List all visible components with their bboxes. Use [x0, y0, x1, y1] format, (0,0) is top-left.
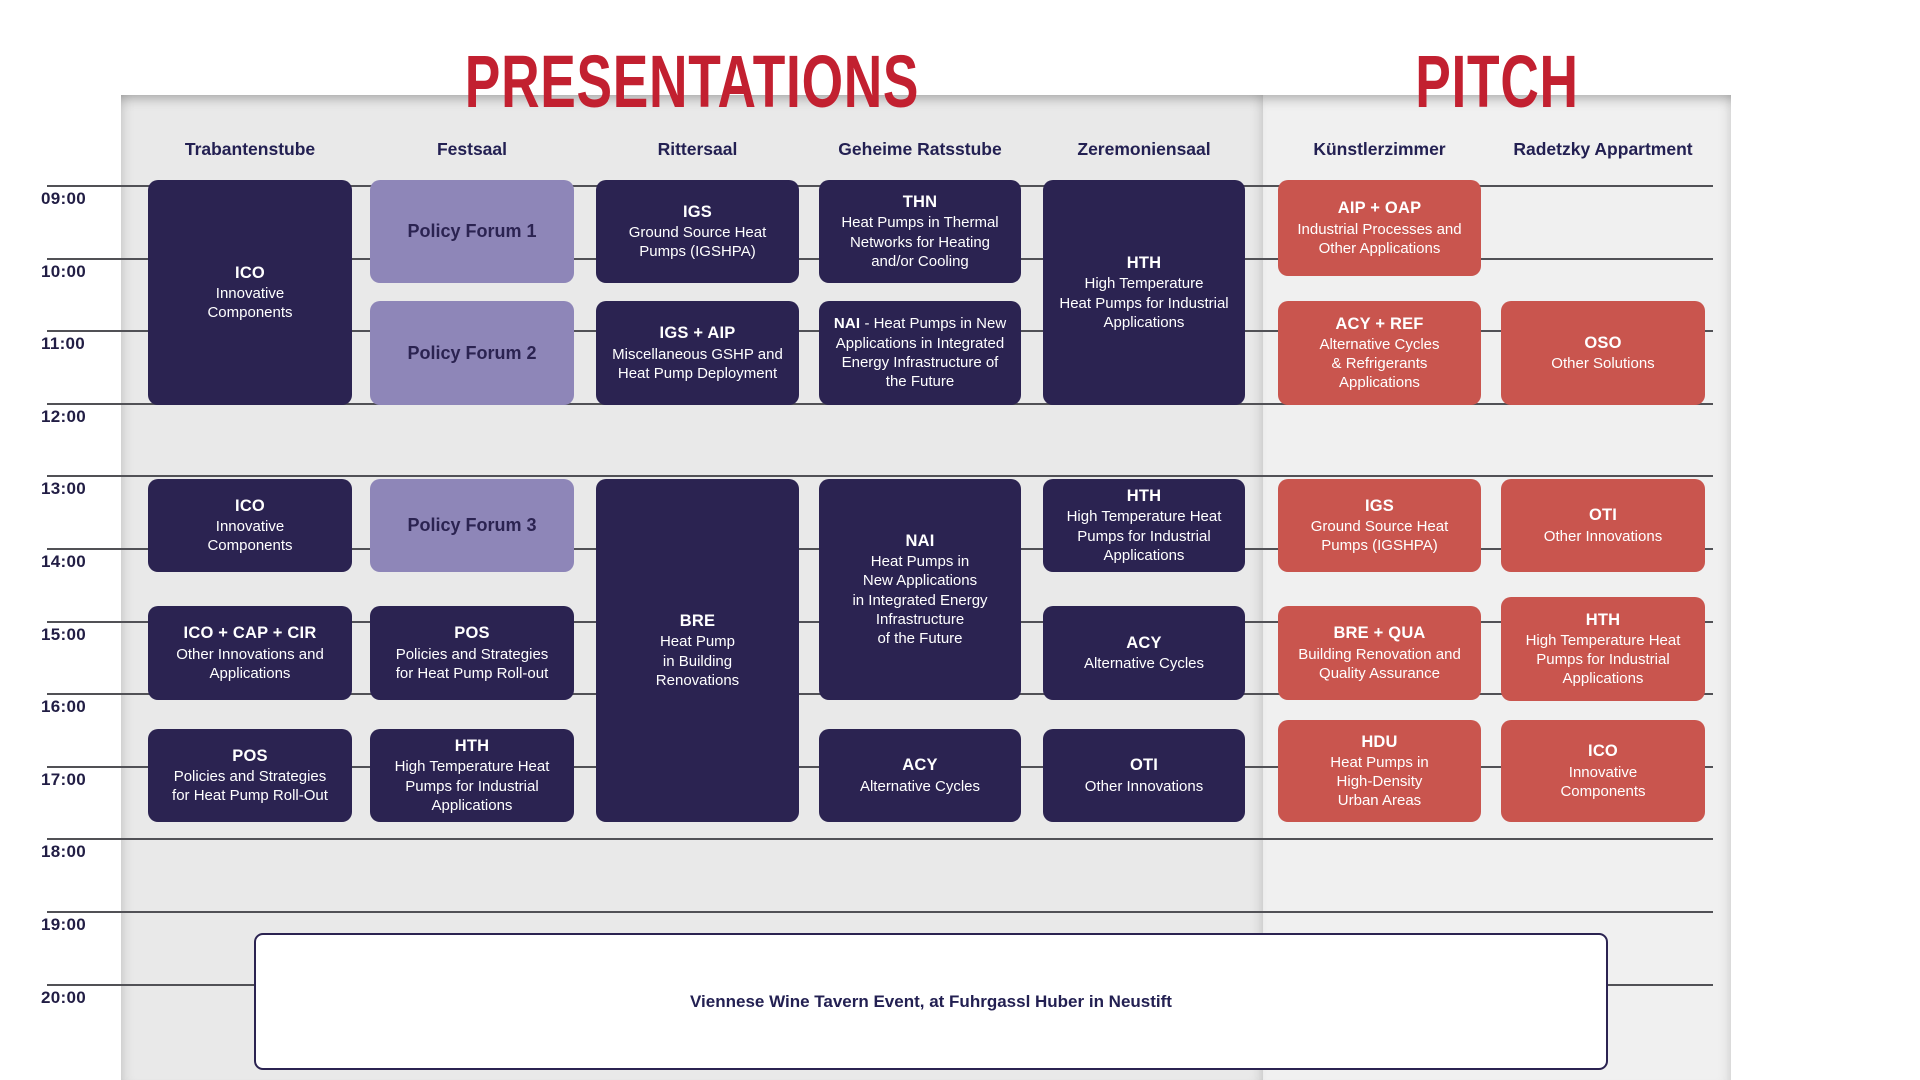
- event-desc: [1067, 507, 1222, 565]
- event-desc: [1298, 645, 1461, 683]
- event-code: NAI: [833, 315, 861, 333]
- event-desc-line: High Temperature Heat: [1066, 508, 1222, 526]
- event-desc-line: Policies and Strategies: [395, 645, 549, 663]
- column-header-festsaal: Festsaal: [436, 139, 508, 159]
- event-desc: [395, 757, 550, 815]
- event-desc-line: Applications: [431, 796, 513, 814]
- event-code: BRE: [679, 612, 716, 630]
- event-block: [148, 729, 352, 822]
- event-desc-line: Networks for Heating: [849, 233, 991, 251]
- hour-gridline: [47, 911, 1713, 913]
- event-block: [1278, 301, 1481, 405]
- event-block: [596, 180, 799, 283]
- event-desc-line: Quality Assurance: [1319, 664, 1440, 682]
- event-label: Policy Forum 1: [407, 221, 537, 241]
- time-label: 12:00: [41, 407, 86, 426]
- event-code: NAI: [905, 531, 935, 550]
- event-desc-line: Energy Infrastructure of: [841, 354, 999, 372]
- event-block: [1043, 606, 1245, 700]
- column-header-geheime_ratsstube: Geheime Ratsstube: [838, 139, 1002, 159]
- event-desc-line: Infrastructure: [875, 610, 965, 628]
- time-label: 16:00: [41, 697, 86, 716]
- time-label: 17:00: [41, 770, 86, 789]
- event-desc: [1330, 753, 1428, 811]
- event-desc-line: High Temperature Heat: [1525, 631, 1681, 649]
- event-block: [819, 301, 1021, 405]
- event-desc: [207, 517, 292, 555]
- event-desc: [1311, 517, 1449, 555]
- event-desc-line: Heat Pumps in: [1330, 753, 1429, 771]
- event-code: ICO + CAP + CIR: [183, 624, 317, 643]
- event-desc: [860, 777, 980, 796]
- event-desc-line: Innovative: [1568, 763, 1638, 781]
- event-desc-line: High Temperature: [1084, 275, 1204, 293]
- time-label: 09:00: [41, 189, 86, 208]
- event-desc-line: & Refrigerants: [1331, 355, 1428, 373]
- event-code: ICO: [235, 263, 265, 282]
- event-desc-line: the Future: [885, 373, 955, 391]
- event-block: [1278, 606, 1481, 700]
- column-header-zeremoniensaal: Zeremoniensaal: [1077, 139, 1211, 159]
- event-desc: [396, 645, 549, 683]
- event-block: [370, 180, 574, 283]
- event-desc: [1059, 274, 1228, 332]
- event-desc-line: New Applications: [862, 572, 978, 590]
- event-desc: [172, 767, 328, 805]
- event-block: [148, 606, 352, 700]
- event-code: IGS: [1364, 496, 1395, 515]
- event-desc-line: Pumps for Industrial: [1536, 651, 1670, 669]
- event-desc-line: for Heat Pump Roll-out: [395, 664, 549, 682]
- event-desc-line: Heat Pumps for Industrial: [1059, 294, 1229, 312]
- event-desc-line: Other Solutions: [1551, 355, 1655, 373]
- event-desc-line: Applications: [1103, 546, 1185, 564]
- event-desc: [834, 314, 1006, 391]
- event-desc-line: High Temperature Heat: [394, 758, 550, 776]
- event-code: HDU: [1361, 732, 1398, 751]
- event-desc-line: Other Innovations and: [176, 645, 324, 663]
- event-block: [370, 729, 574, 822]
- event-block: [1278, 720, 1481, 822]
- event-code: AIP + OAP: [1337, 199, 1422, 218]
- event-code: POS: [454, 624, 490, 643]
- time-label: 13:00: [41, 479, 86, 498]
- event-code: HTH: [1126, 487, 1162, 505]
- event-desc-line: Heat Pump Deployment: [617, 364, 778, 382]
- event-code: OTI: [1129, 756, 1159, 775]
- time-label: 14:00: [41, 552, 86, 571]
- event-block: [370, 301, 574, 405]
- event-desc: [1526, 631, 1681, 689]
- event-block: [1043, 729, 1245, 822]
- event-desc-line: Building Renovation and: [1298, 645, 1461, 663]
- event-desc-line: Heat Pumps in Thermal: [841, 214, 999, 232]
- event-desc: [629, 223, 767, 261]
- section-title-presentations: PRESENTATIONS: [464, 40, 920, 123]
- event-desc-line: Applications in Integrated: [835, 334, 1005, 352]
- event-code: BRE + QUA: [1333, 624, 1426, 643]
- event-desc: [176, 645, 324, 683]
- event-code: ACY + REF: [1335, 314, 1424, 333]
- column-header-radetzky: Radetzky Appartment: [1513, 139, 1693, 159]
- event-code: HTH: [1585, 610, 1621, 629]
- event-block: [1501, 301, 1705, 405]
- column-header-kuenstlerzimmer: Künstlerzimmer: [1313, 139, 1446, 159]
- event-desc: [1560, 763, 1645, 801]
- event-block: [819, 180, 1021, 283]
- time-label: 18:00: [41, 842, 86, 861]
- event-block: [596, 301, 799, 405]
- event-desc: [1319, 335, 1439, 393]
- event-desc-line: Pumps (IGSHPA): [639, 243, 756, 261]
- event-desc: [1297, 220, 1461, 258]
- event-desc-line: Urban Areas: [1337, 792, 1422, 810]
- event-desc-line: Innovative: [215, 518, 285, 536]
- event-desc-line: Other Applications: [1318, 239, 1441, 257]
- event-block: [819, 479, 1021, 700]
- event-desc-line: [834, 314, 1006, 334]
- event-block: [1278, 180, 1481, 276]
- event-desc-line: Pumps for Industrial: [405, 777, 539, 795]
- event-code: HTH: [454, 737, 490, 755]
- time-label: 10:00: [41, 262, 86, 281]
- event-desc-line: Pumps for Industrial: [1077, 527, 1211, 545]
- event-block: [148, 479, 352, 572]
- event-desc-line: Alternative Cycles: [1083, 655, 1205, 673]
- hour-gridline: [47, 838, 1713, 840]
- event-desc: [207, 284, 292, 322]
- event-desc: [841, 213, 998, 271]
- event-desc-line: Components: [207, 537, 293, 555]
- event-code: ICO: [1588, 742, 1618, 761]
- event-block: [1043, 479, 1245, 572]
- event-block: [596, 479, 799, 822]
- event-desc: [1544, 527, 1662, 546]
- section-title-pitch: PITCH: [1415, 40, 1579, 123]
- time-label: 19:00: [41, 915, 86, 934]
- event-label: Policy Forum 3: [407, 515, 537, 535]
- event-desc-line: Innovative: [215, 285, 285, 303]
- column-header-trabantenstube: Trabantenstube: [184, 139, 316, 159]
- footer-event-label: Viennese Wine Tavern Event, at Fuhrgassl Huber in Neustift: [690, 991, 1172, 1011]
- event-block: [819, 729, 1021, 822]
- event-code: ICO: [235, 496, 265, 515]
- event-block: [1501, 597, 1705, 701]
- event-label: Policy Forum 2: [407, 342, 537, 363]
- column-header-rittersaal: Rittersaal: [657, 139, 738, 159]
- event-desc-line: of the Future: [877, 630, 963, 647]
- event-code: THN: [902, 193, 938, 211]
- footer-event-box: [254, 933, 1608, 1070]
- event-desc-line: and/or Cooling: [871, 252, 969, 270]
- event-block: [1043, 180, 1245, 405]
- event-block: [1501, 479, 1705, 572]
- event-desc-line: Components: [1560, 782, 1646, 800]
- event-desc-line: Applications: [1562, 670, 1644, 688]
- event-desc-line: in Integrated Energy: [852, 591, 988, 609]
- event-code: HTH: [1126, 254, 1162, 272]
- event-desc: [1085, 777, 1203, 796]
- event-desc-line: Heat Pumps in: [870, 553, 970, 571]
- event-code: IGS + AIP: [659, 324, 736, 343]
- event-code: IGS: [682, 202, 713, 221]
- event-code: ACY: [1126, 633, 1162, 652]
- time-label: 11:00: [41, 334, 86, 353]
- event-block: [1278, 479, 1481, 572]
- event-desc-line: Pumps (IGSHPA): [1321, 537, 1438, 555]
- event-desc-text: - Heat Pumps in New: [864, 315, 1007, 333]
- event-desc: [852, 552, 987, 648]
- event-desc-line: Components: [207, 304, 293, 322]
- event-code: OTI: [1588, 506, 1618, 525]
- event-desc: [656, 632, 739, 690]
- event-desc-line: Other Innovations: [1543, 527, 1663, 545]
- event-desc-line: Industrial Processes and: [1297, 220, 1462, 238]
- event-desc: [612, 345, 783, 383]
- event-desc-line: Alternative Cycles: [1319, 335, 1440, 353]
- event-desc-line: Heat Pump: [659, 633, 736, 651]
- time-label: 20:00: [41, 988, 86, 1007]
- event-desc-line: Miscellaneous GSHP and: [612, 345, 783, 363]
- event-desc-line: Policies and Strategies: [173, 768, 327, 786]
- event-block: [370, 606, 574, 700]
- event-desc-line: Ground Source Heat: [1310, 518, 1449, 536]
- event-desc-line: Applications: [1103, 313, 1185, 331]
- hour-gridline: [47, 475, 1713, 477]
- event-desc-line: in Building: [662, 652, 733, 670]
- event-desc-line: for Heat Pump Roll-Out: [172, 787, 328, 805]
- time-label: 15:00: [41, 625, 86, 644]
- event-desc-line: High-Density: [1336, 773, 1423, 791]
- event-block: [148, 180, 352, 405]
- event-code: POS: [232, 746, 268, 765]
- event-desc-line: Renovations: [655, 671, 740, 689]
- event-block: [370, 479, 574, 572]
- event-desc-line: Ground Source Heat: [628, 224, 767, 242]
- event-desc-line: Applications: [1339, 374, 1420, 392]
- event-desc: [1551, 354, 1654, 373]
- event-desc-line: Other Innovations: [1084, 777, 1204, 795]
- event-code: OSO: [1584, 333, 1622, 352]
- event-desc-line: Alternative Cycles: [859, 777, 981, 795]
- event-desc: [1084, 654, 1204, 673]
- event-desc-line: Applications: [209, 664, 291, 682]
- event-code: ACY: [902, 756, 938, 775]
- event-block: [1501, 720, 1705, 822]
